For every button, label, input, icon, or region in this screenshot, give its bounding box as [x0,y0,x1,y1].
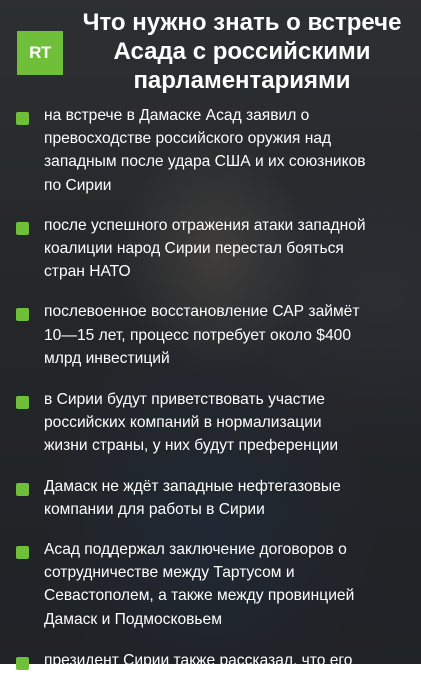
bullet-line: западным после удара США и их союзников [44,153,366,171]
bullet-line: Асад поддержал заключение договоров о [44,541,347,559]
bullet-line: млрд инвестиций [44,349,170,367]
bullet-item [0,388,421,458]
bullet-line: компании для работы в Сирии [44,500,265,518]
bullet-marker-icon [16,483,29,496]
bullet-item [0,104,421,197]
bullet-marker-icon [16,396,29,409]
logo-text: RT [29,43,51,62]
bullet-line: стран НАТО [44,263,131,281]
bullet-item [0,214,421,284]
bullet-line: коалиции народ Сирии перестал бояться [44,240,344,258]
bullet-line: жизни страны, у них будут преференции [44,437,339,455]
bullet-line: после успешного отражения атаки западной [44,216,366,234]
bullet-list [0,104,421,695]
bullet-line: Дамаск и Подмосковьем [44,610,222,628]
title-line: Асада с российскими [113,38,371,65]
bullet-marker-icon [16,222,29,235]
bullet-marker-icon [16,546,29,559]
title-line: парламентариями [133,67,351,94]
rt-logo [17,31,63,75]
bullet-item [0,300,421,370]
bullet-item [0,649,421,695]
bullet-marker-icon [16,308,29,321]
bullet-marker-icon [16,112,29,125]
bullet-line: превосходстве российского оружия над [44,130,332,148]
bullet-line: сотрудничестве между Тартусом и [44,564,295,582]
bullet-line: по Сирии [44,176,112,194]
bullet-line: Дамаск не ждёт западные нефтегазовые [44,477,341,495]
title-line: Что нужно знать о встрече [82,9,402,36]
bullet-line: послевоенное восстановление САР займёт [44,303,360,321]
bullet-line: в Сирии будут приветствовать участие [44,391,325,409]
bullet-line: президент Сирии также рассказал, что его [44,651,353,669]
bullet-line: на встрече в Дамаске Асад заявил о [44,107,310,124]
bullet-line: Севастополем, а также между провинцией [44,587,355,605]
bullet-line: 10—15 лет, процесс потребует около $400 [44,326,351,344]
page-title [72,8,412,95]
bullet-line: российских компаний в нормализации [44,414,322,432]
bullet-item [0,475,421,521]
bullet-line: дети в прошлом году отдыхали в «Артеке» [44,675,354,693]
bullet-item [0,538,421,631]
bullet-marker-icon [16,657,29,670]
